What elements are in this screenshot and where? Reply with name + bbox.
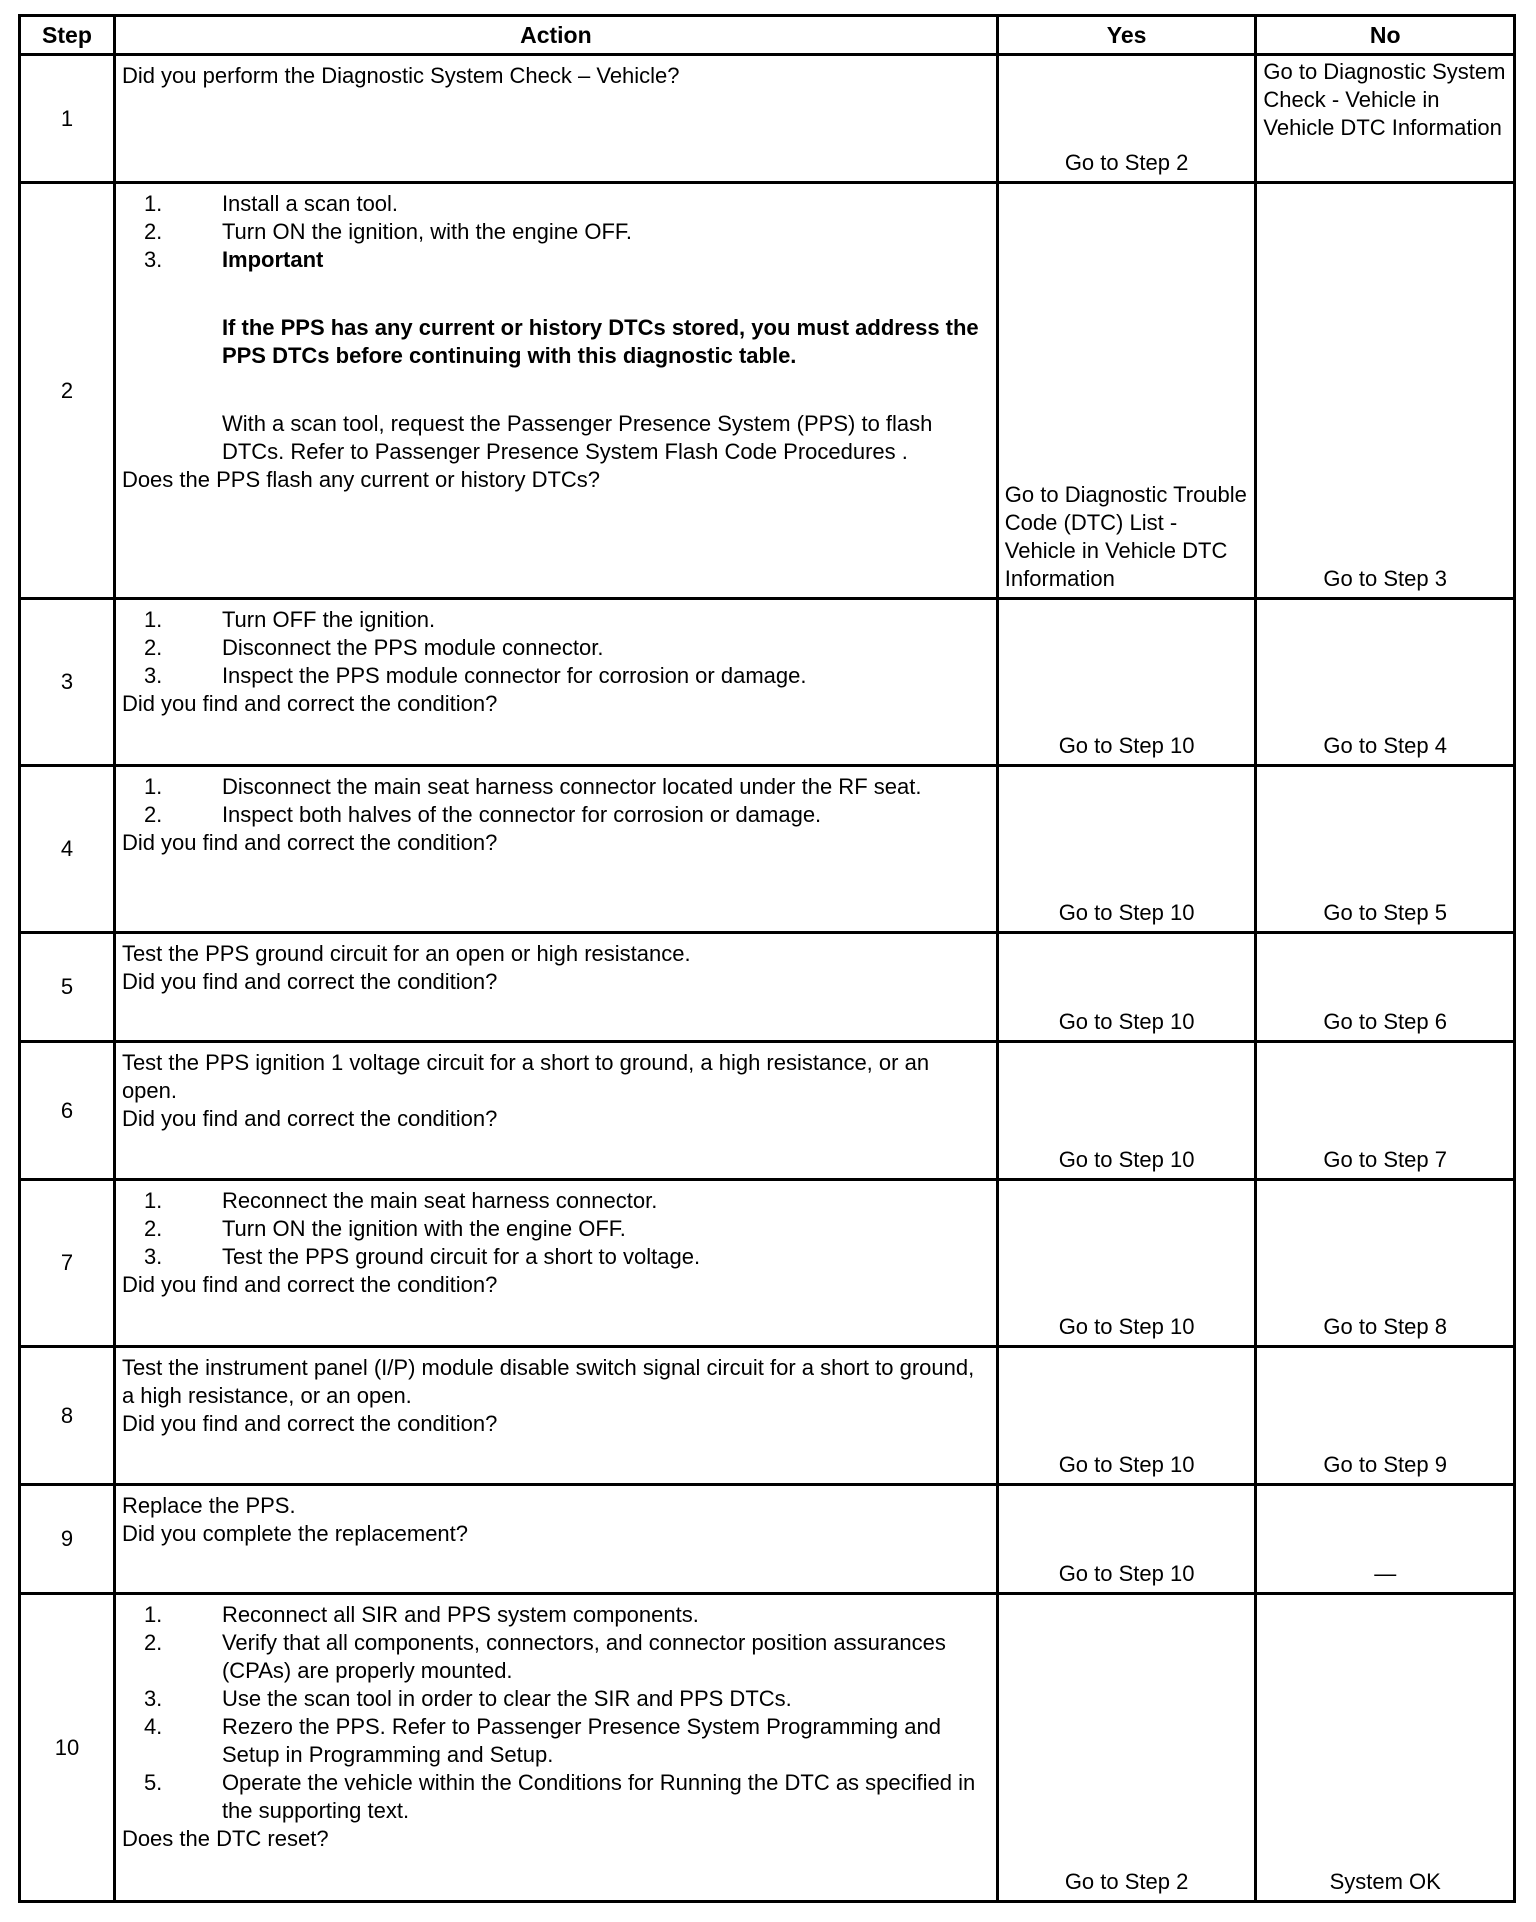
action-text: Replace the PPS. xyxy=(121,1493,296,1518)
step-number: 8 xyxy=(20,1347,115,1485)
step-number: 7 xyxy=(20,1180,115,1347)
no-text: Go to Step 6 xyxy=(1323,1009,1447,1034)
instruction-list xyxy=(122,1601,988,1825)
table-row xyxy=(20,1347,1515,1485)
yes-cell xyxy=(997,1594,1256,1902)
table-row xyxy=(20,1594,1515,1902)
list-item: 2. Disconnect the PPS module connector. xyxy=(143,635,604,660)
list-item: 1. Disconnect the main seat harness connector located under the RF seat. xyxy=(143,774,922,799)
table-row xyxy=(20,599,1515,766)
instruction-list xyxy=(122,190,988,466)
no-cell xyxy=(1256,1180,1515,1347)
header-yes: Yes xyxy=(997,16,1256,55)
list-item: 2. Verify that all components, connectors, and connector position assurances (CPAs) are properly mounted. xyxy=(143,1630,946,1683)
yes-cell xyxy=(997,766,1256,933)
action-text: Test the PPS ground circuit for an open or high resistance. xyxy=(121,941,691,966)
step-number: 4 xyxy=(20,766,115,933)
table-row xyxy=(20,933,1515,1042)
no-cell xyxy=(1256,1347,1515,1485)
no-text: Go to Step 4 xyxy=(1323,733,1447,758)
no-text: Go to Step 5 xyxy=(1323,900,1447,925)
action-cell xyxy=(114,1180,997,1347)
no-cell xyxy=(1256,1594,1515,1902)
yes-text: Go to Step 10 xyxy=(1058,733,1195,758)
question-text: Did you find and correct the condition? xyxy=(121,969,498,994)
instruction-list xyxy=(122,1187,988,1271)
important-label: Important xyxy=(221,247,324,272)
yes-cell xyxy=(997,599,1256,766)
diagnostic-table xyxy=(18,14,1516,1903)
question-text: Did you complete the replacement? xyxy=(121,1521,469,1546)
action-cell xyxy=(114,766,997,933)
list-item: 1. Install a scan tool. xyxy=(143,191,399,216)
question-text: Did you find and correct the condition? xyxy=(121,1411,498,1436)
no-text: Go to Step 3 xyxy=(1323,566,1447,591)
no-cell xyxy=(1256,183,1515,599)
list-item: 1. Reconnect all SIR and PPS system components. xyxy=(143,1602,699,1627)
yes-text: Go to Step 10 xyxy=(1058,900,1195,925)
table-row xyxy=(20,766,1515,933)
table-row xyxy=(20,1485,1515,1594)
list-item: 1. Turn OFF the ignition. xyxy=(143,607,436,632)
no-text: Go to Step 7 xyxy=(1323,1147,1447,1172)
yes-text: Go to Step 2 xyxy=(1064,1869,1189,1894)
action-cell xyxy=(114,599,997,766)
no-text: Go to Step 9 xyxy=(1323,1452,1447,1477)
yes-text: Go to Diagnostic Trouble Code (DTC) List - Vehicle in Vehicle DTC Information xyxy=(1004,482,1247,591)
yes-cell xyxy=(997,1042,1256,1180)
table-row xyxy=(20,55,1515,183)
action-cell xyxy=(114,933,997,1042)
action-cell xyxy=(114,1485,997,1594)
important-note: If the PPS has any current or history DTCs stored, you must address the PPS DTCs before continuing with this diagnostic table. xyxy=(221,315,979,368)
question-text: Did you find and correct the condition? xyxy=(121,830,498,855)
table-row xyxy=(20,1042,1515,1180)
step-number: 3 xyxy=(20,599,115,766)
header-action: Action xyxy=(114,16,997,55)
no-cell xyxy=(1256,1485,1515,1594)
yes-cell xyxy=(997,183,1256,599)
no-text: — xyxy=(1374,1561,1397,1586)
action-text: Test the instrument panel (I/P) module disable switch signal circuit for a short to ground, a high resistance, or an open. xyxy=(121,1355,975,1408)
procedure-note: With a scan tool, request the Passenger Presence System (PPS) to flash DTCs. Refer to Passenger Presence System Flash Code Procedures . xyxy=(221,411,933,464)
yes-text: Go to Step 2 xyxy=(1064,150,1189,175)
table-row xyxy=(20,183,1515,599)
yes-text: Go to Step 10 xyxy=(1058,1452,1195,1477)
list-item: 2. Inspect both halves of the connector for corrosion or damage. xyxy=(143,802,822,827)
question-text: Does the PPS flash any current or history DTCs? xyxy=(121,467,601,492)
header-no: No xyxy=(1256,16,1515,55)
list-item: 2. Turn ON the ignition, with the engine OFF. xyxy=(143,219,632,244)
header-step: Step xyxy=(20,16,115,55)
yes-cell xyxy=(997,1180,1256,1347)
question-text: Did you find and correct the condition? xyxy=(121,1272,498,1297)
list-item: 3. Use the scan tool in order to clear the SIR and PPS DTCs. xyxy=(143,1686,792,1711)
action-text: Did you perform the Diagnostic System Check – Vehicle? xyxy=(121,63,680,88)
list-item: 2. Turn ON the ignition with the engine OFF. xyxy=(143,1216,626,1241)
no-cell xyxy=(1256,933,1515,1042)
question-text: Did you find and correct the condition? xyxy=(121,1106,498,1131)
yes-text: Go to Step 10 xyxy=(1058,1561,1195,1586)
instruction-list xyxy=(122,606,988,690)
no-cell xyxy=(1256,766,1515,933)
yes-cell xyxy=(997,1485,1256,1594)
instruction-list xyxy=(122,773,988,829)
no-text: Go to Step 8 xyxy=(1323,1314,1447,1339)
yes-text: Go to Step 10 xyxy=(1058,1147,1195,1172)
list-item: 1. Reconnect the main seat harness connector. xyxy=(143,1188,658,1213)
yes-text: Go to Step 10 xyxy=(1058,1009,1195,1034)
yes-cell xyxy=(997,55,1256,183)
action-text: Test the PPS ignition 1 voltage circuit for a short to ground, a high resistance, or an open. xyxy=(121,1050,930,1103)
yes-cell xyxy=(997,933,1256,1042)
list-item: 3. Important If the PPS has any current or history DTCs stored, you must address the PPS DTCs before continuing with this diagnostic table. With a scan tool, request the Passenger Presence System (PPS) to flash DTCs. Refer to Passenger Presence System Flash Code Procedures . xyxy=(122,246,988,466)
list-item: 3. Test the PPS ground circuit for a short to voltage. xyxy=(143,1244,701,1269)
step-number: 10 xyxy=(20,1594,115,1902)
action-cell xyxy=(114,183,997,599)
yes-cell xyxy=(997,1347,1256,1485)
no-cell xyxy=(1256,599,1515,766)
list-item: 3. Inspect the PPS module connector for corrosion or damage. xyxy=(143,663,807,688)
question-text: Does the DTC reset? xyxy=(121,1826,329,1851)
list-item: 4. Rezero the PPS. Refer to Passenger Presence System Programming and Setup in Programming and Setup. xyxy=(143,1714,941,1767)
header-row xyxy=(20,16,1515,55)
action-cell xyxy=(114,1594,997,1902)
action-cell xyxy=(114,1042,997,1180)
question-text: Did you find and correct the condition? xyxy=(121,691,498,716)
action-cell xyxy=(114,55,997,183)
step-number: 1 xyxy=(20,55,115,183)
step-number: 9 xyxy=(20,1485,115,1594)
table-row xyxy=(20,1180,1515,1347)
no-text: System OK xyxy=(1329,1869,1441,1894)
no-cell xyxy=(1256,55,1515,183)
action-cell xyxy=(114,1347,997,1485)
step-number: 6 xyxy=(20,1042,115,1180)
yes-text: Go to Step 10 xyxy=(1058,1314,1195,1339)
no-cell xyxy=(1256,1042,1515,1180)
step-number: 5 xyxy=(20,933,115,1042)
no-text: Go to Diagnostic System Check - Vehicle in Vehicle DTC Information xyxy=(1263,59,1506,140)
list-item: 5. Operate the vehicle within the Conditions for Running the DTC as specified in the supporting text. xyxy=(143,1770,976,1823)
step-number: 2 xyxy=(20,183,115,599)
